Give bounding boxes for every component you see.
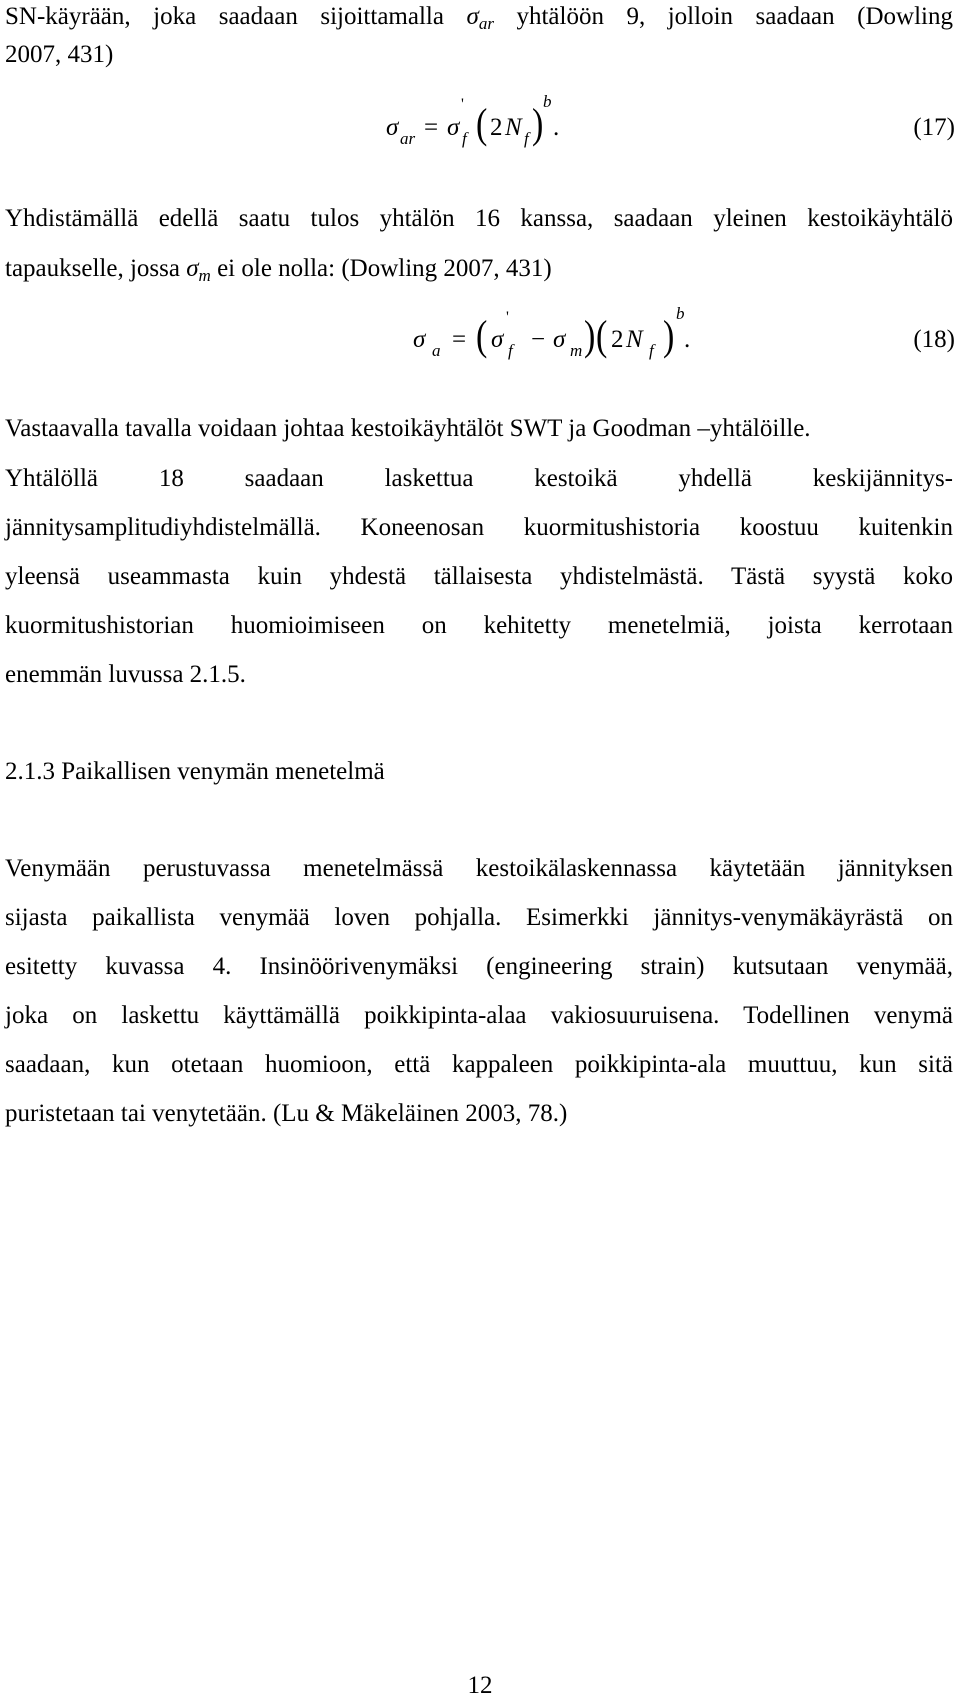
paragraph-4-line-1: Venymään perustuvassa menetelmässä kestoikälaskennassa käytetään jännityksen [5, 855, 953, 882]
paragraph-3-line-3: jännitysamplitudiyhdistelmällä. Koneenosan kuormitushistoria koostuu kuitenkin [5, 514, 953, 541]
section-heading: 2.1.3 Paikallisen venymän menetelmä [5, 758, 385, 785]
equation-18: σ a = ( σ ' f − σ m ) ( 2 N f ) b . (18) [413, 304, 955, 360]
paragraph-2-line-1: Yhdistämällä edellä saatu tulos yhtälön 16 kanssa, saadaan yleinen kestoikäyhtälö [5, 205, 953, 232]
paragraph-2-line-2: tapaukselle, jossa $\sigma_m$ ei ole nolla: (Dowling 2007, 431) [5, 255, 552, 285]
paragraph-3-line-5: kuormitushistorian huomioimiseen on kehitetty menetelmiä, joista kerrotaan [5, 612, 953, 639]
paragraph-4-line-2: sijasta paikallista venymää loven pohjalla. Esimerkki jännitys-venymäkäyrästä on [5, 904, 953, 931]
paragraph-3-line-4: yleensä useammasta kuin yhdestä tällaisesta yhdistelmästä. Tästä syystä koko [5, 563, 953, 590]
equation-17: σ ar = σ ' f ( 2 N f ) b . (17) [386, 92, 955, 148]
paragraph-1-line-1: SN-käyrään, joka saadaan sijoittamalla $\sigma_{ar}$ yhtälöön 9, jolloin saadaan (Dowling [5, 3, 953, 33]
paragraph-4-line-3: esitetty kuvassa 4. Insinöörivenymäksi (engineering strain) kutsutaan venymää, [5, 953, 953, 980]
paragraph-3-line-2: Yhtälöllä 18 saadaan laskettua kestoikä yhdellä keskijännitys- [5, 465, 953, 492]
paragraph-3-line-6: enemmän luvussa 2.1.5. [5, 661, 246, 688]
paragraph-4-line-6: puristetaan tai venytetään. (Lu & Mäkeläinen 2003, 78.) [5, 1100, 568, 1127]
paragraph-1-line-2: 2007, 431) [5, 41, 114, 68]
page-number: 12 [467, 1672, 493, 1699]
paragraph-4-line-5: saadaan, kun otetaan huomioon, että kappaleen poikkipinta-ala muuttuu, kun sitä [5, 1051, 953, 1078]
paragraph-3-line-1: Vastaavalla tavalla voidaan johtaa kestoikäyhtälöt SWT ja Goodman –yhtälöille. [5, 415, 811, 442]
paragraph-4-line-4: joka on laskettu käyttämällä poikkipinta-alaa vakiosuuruisena. Todellinen venymä [5, 1002, 953, 1029]
